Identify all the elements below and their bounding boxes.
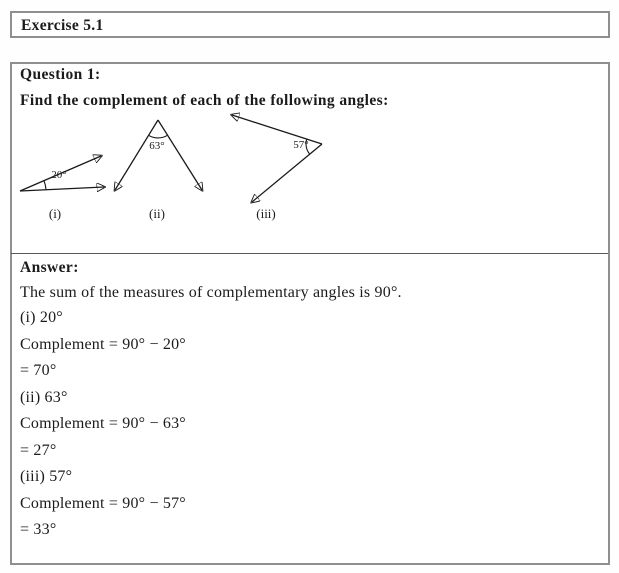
answer-step: Complement = 90° − 57° — [20, 494, 186, 512]
answer-steps — [20, 305, 186, 544]
angle-arc — [149, 135, 168, 138]
angle-ray — [115, 120, 158, 190]
question-prompt: Find the complement of each of the following angles: — [20, 92, 389, 109]
question-label: Question 1: — [20, 66, 101, 83]
answer-divider — [11, 253, 608, 254]
angle-arc — [44, 181, 46, 190]
figure-caption-i: (i) — [48, 206, 62, 221]
exercise-title: Exercise 5.1 — [21, 17, 104, 34]
angle-figure-57deg — [225, 106, 337, 208]
answer-step: = 70° — [20, 362, 57, 379]
angle-label: 20° — [51, 169, 67, 181]
angle-ray — [20, 187, 104, 191]
answer-step: = 33° — [20, 521, 57, 538]
answer-step: = 27° — [20, 441, 57, 459]
answer-step: Complement = 90° − 20° — [20, 335, 186, 353]
angle-figure-20deg — [16, 148, 120, 200]
angle-ray — [252, 144, 322, 202]
exercise-header-box — [10, 11, 610, 38]
answer-step: Complement = 90° − 63° — [20, 415, 186, 432]
answer-step: (iii) 57° — [20, 468, 73, 485]
angle-label: 63° — [149, 140, 165, 152]
answer-label: Answer: — [20, 259, 79, 276]
angle-figure-63deg — [110, 112, 210, 200]
answer-step: (ii) 63° — [20, 388, 68, 406]
angle-ray — [158, 120, 202, 190]
angle-label: 57° — [293, 139, 309, 151]
figure-caption-ii: (ii) — [149, 206, 165, 221]
figure-caption-iii: (iii) — [256, 206, 276, 221]
answer-step: (i) 20° — [20, 309, 63, 326]
answer-intro: The sum of the measures of complementary angles is 90°. — [20, 284, 402, 301]
